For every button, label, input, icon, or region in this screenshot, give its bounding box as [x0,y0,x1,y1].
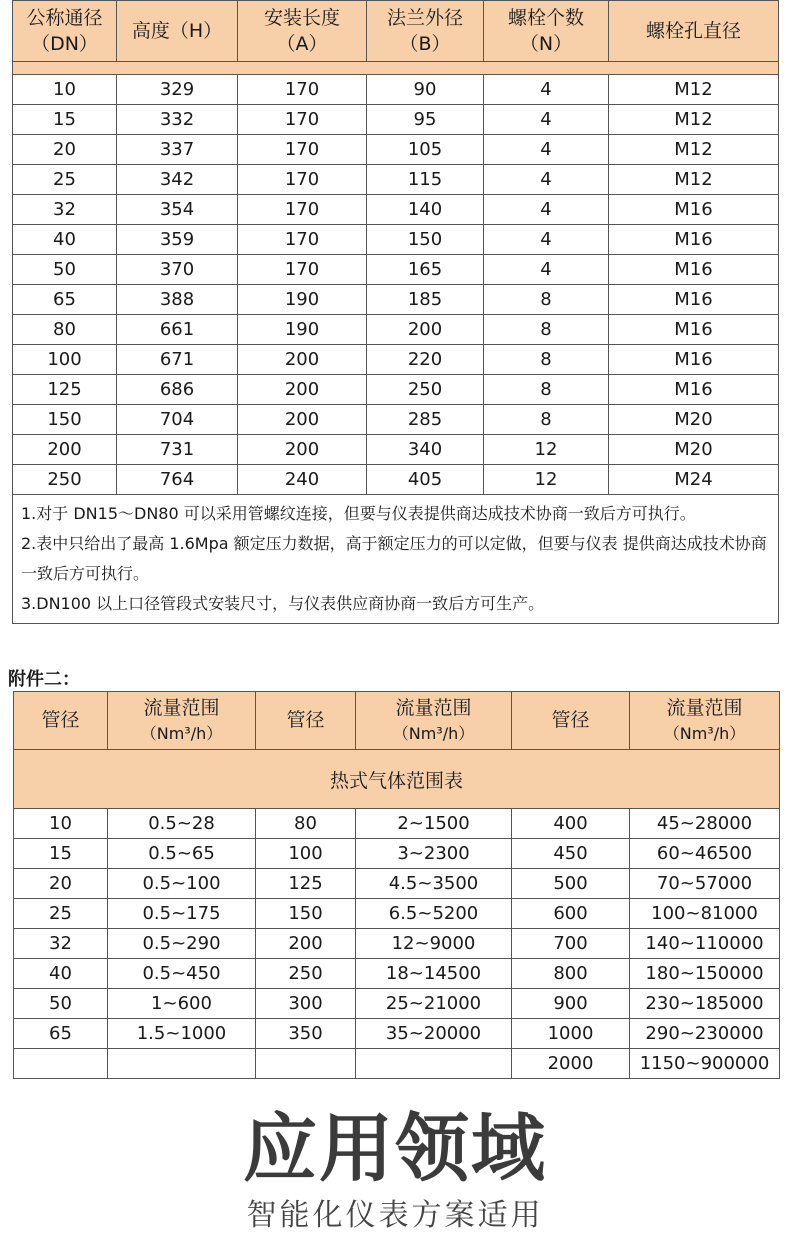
table-cell: 100 [256,839,356,869]
table-cell: 15 [14,839,108,869]
table-cell: 388 [117,285,238,315]
table-row [13,405,779,435]
table-cell: M16 [609,375,779,405]
table-cell: 0.5~450 [108,959,256,989]
table-row [14,809,780,839]
table-row [13,435,779,465]
table-cell: 200 [256,929,356,959]
header-bolt-count: 螺栓个数 （N） [484,1,609,62]
header-flow-range: 流量范围 （Nm³/h） [356,692,512,750]
table-header-row [13,1,779,62]
header-install-length: 安装长度 （A） [238,1,367,62]
table-cell: 8 [484,375,609,405]
table-cell: 12 [484,435,609,465]
table-cell: 170 [238,165,367,195]
table-cell: 240 [238,465,367,495]
table-cell: 0.5~28 [108,809,256,839]
table-cell: 15 [13,105,117,135]
table-cell: 25~21000 [356,989,512,1019]
table-cell: 65 [13,285,117,315]
table-cell: 40 [14,959,108,989]
table-cell: 185 [367,285,484,315]
table-cell: 350 [256,1019,356,1049]
table-cell: 4 [484,135,609,165]
notes-cell [13,495,779,624]
table-row [14,929,780,959]
table-row [13,225,779,255]
table-cell: 200 [238,345,367,375]
table-cell: 8 [484,345,609,375]
table-row [13,195,779,225]
table-cell: 10 [14,809,108,839]
table-cell: 165 [367,255,484,285]
table-cell: 80 [13,315,117,345]
table-cell: 80 [256,809,356,839]
table-cell: 250 [367,375,484,405]
annex-label: 附件二： [8,669,80,690]
table-cell: 342 [117,165,238,195]
table-cell: 731 [117,435,238,465]
table-cell: M16 [609,345,779,375]
table-cell: 405 [367,465,484,495]
table-cell: 170 [238,135,367,165]
table-cell: 65 [14,1019,108,1049]
table-cell: 4 [484,195,609,225]
table-row [13,105,779,135]
table-cell: 290~230000 [630,1019,780,1049]
table-cell: M12 [609,105,779,135]
table-cell: 329 [117,75,238,105]
table-row [13,315,779,345]
table-cell: 4 [484,75,609,105]
table-cell: 337 [117,135,238,165]
table-cell: 35~20000 [356,1019,512,1049]
table-cell: M16 [609,255,779,285]
table-cell: 150 [256,899,356,929]
table-cell: 4 [484,105,609,135]
table-cell: M16 [609,285,779,315]
table-title: 热式气体范围表 [14,750,780,809]
table-row [13,165,779,195]
table-row [13,465,779,495]
table-cell: 661 [117,315,238,345]
table-cell: 200 [238,375,367,405]
gas-range-table [13,691,780,1079]
table-cell: M20 [609,435,779,465]
table-row [14,1049,780,1079]
table-cell: M12 [609,75,779,105]
table-cell: 359 [117,225,238,255]
table-cell [356,1049,512,1079]
table-cell: 2~1500 [356,809,512,839]
table-row [14,989,780,1019]
table-cell: 1.5~1000 [108,1019,256,1049]
table-cell: 450 [512,839,630,869]
table-row [14,839,780,869]
table-row [14,869,780,899]
table-cell: M12 [609,135,779,165]
table-cell: 340 [367,435,484,465]
table-row [14,959,780,989]
table-cell: 900 [512,989,630,1019]
table-cell: 18~14500 [356,959,512,989]
header-flow-range: 流量范围 （Nm³/h） [108,692,256,750]
table-cell: 170 [238,75,367,105]
application-title: 应用领域 [243,1106,547,1192]
table-row [13,135,779,165]
table-header-row [14,692,780,750]
header-pipe-diameter: 管径 [512,692,630,750]
table-cell: 600 [512,899,630,929]
table-cell: 150 [13,405,117,435]
table-cell [108,1049,256,1079]
table-cell: 8 [484,285,609,315]
note-3: 3.DN100 以上口径管段式安装尺寸，与仪表供应商协商一致后方可生产。 [21,594,545,613]
table-cell: 250 [256,959,356,989]
table-cell: M12 [609,165,779,195]
table-cell: 90 [367,75,484,105]
table-cell: 2000 [512,1049,630,1079]
table-cell: 12 [484,465,609,495]
table-cell: 105 [367,135,484,165]
table-cell: 125 [256,869,356,899]
table-cell: 0.5~100 [108,869,256,899]
table-cell: 704 [117,405,238,435]
table-cell: 3~2300 [356,839,512,869]
note-1: 1.对于 DN15～DN80 可以采用管螺纹连接，但要与仪表提供商达成技术协商一致后方可执行。 [21,504,696,523]
table-row [13,255,779,285]
table-cell: 170 [238,195,367,225]
table-cell: 25 [14,899,108,929]
table-row [13,75,779,105]
table-cell: 1~600 [108,989,256,1019]
table-cell: 800 [512,959,630,989]
header-pipe-diameter: 管径 [14,692,108,750]
header-bolt-hole-diameter: 螺栓孔直径 [609,1,779,62]
table-top-strip [13,62,779,75]
table-cell: 686 [117,375,238,405]
table-cell: M16 [609,225,779,255]
table-cell: 0.5~290 [108,929,256,959]
application-subtitle: 智能化仪表方案适用 [246,1198,544,1233]
table-cell: 170 [238,105,367,135]
table-cell: 671 [117,345,238,375]
header-flow-range: 流量范围 （Nm³/h） [630,692,780,750]
table-cell: 4 [484,225,609,255]
table-cell: 285 [367,405,484,435]
table-cell: 40 [13,225,117,255]
note-2: 2.表中只给出了最高 1.6Mpa 额定压力数据，高于额定压力的可以定做，但要与仪表 提供商达成技术协商一致后方可执行。 [21,534,767,583]
header-nominal-diameter: 公称通径 （DN） [13,1,117,62]
dimensions-table [12,0,779,624]
table-cell: 10 [13,75,117,105]
table-cell: M24 [609,465,779,495]
table-cell: 140~110000 [630,929,780,959]
table-cell: 170 [238,255,367,285]
table-row [13,375,779,405]
table-cell: 500 [512,869,630,899]
table-cell: 8 [484,405,609,435]
table-row [13,285,779,315]
table-cell: 4 [484,165,609,195]
table-cell: 12~9000 [356,929,512,959]
table-cell: M16 [609,195,779,225]
table-row [14,1019,780,1049]
table-cell: 25 [13,165,117,195]
table-cell: 170 [238,225,367,255]
table-cell: 1000 [512,1019,630,1049]
table-cell: 200 [13,435,117,465]
table-cell: 700 [512,929,630,959]
table-cell: 0.5~175 [108,899,256,929]
table-cell: 70~57000 [630,869,780,899]
table-cell: 8 [484,315,609,345]
table-cell: 50 [14,989,108,1019]
header-height: 高度（H） [117,1,238,62]
table-cell: 764 [117,465,238,495]
table-cell: 20 [13,135,117,165]
table-cell: 150 [367,225,484,255]
table-cell: 190 [238,285,367,315]
table-cell: 0.5~65 [108,839,256,869]
table-cell [256,1049,356,1079]
table-cell: 200 [238,435,367,465]
table-cell: 4 [484,255,609,285]
table-cell: 6.5~5200 [356,899,512,929]
header-flange-od: 法兰外径 （B） [367,1,484,62]
table-cell: 140 [367,195,484,225]
header-pipe-diameter: 管径 [256,692,356,750]
table-cell: 190 [238,315,367,345]
table-cell: 180~150000 [630,959,780,989]
table-cell: 115 [367,165,484,195]
table-cell: 370 [117,255,238,285]
table-cell: 300 [256,989,356,1019]
table-cell [14,1049,108,1079]
table-cell: 32 [14,929,108,959]
table-cell: 1150~900000 [630,1049,780,1079]
table-cell: M16 [609,315,779,345]
table-cell: 125 [13,375,117,405]
table-cell: 200 [238,405,367,435]
table-cell: 4.5~3500 [356,869,512,899]
table-cell: M20 [609,405,779,435]
table-cell: 50 [13,255,117,285]
table-cell: 60~46500 [630,839,780,869]
table-row [14,899,780,929]
table-cell: 95 [367,105,484,135]
table-cell: 332 [117,105,238,135]
table-cell: 220 [367,345,484,375]
table-cell: 20 [14,869,108,899]
table-cell: 32 [13,195,117,225]
table-cell: 400 [512,809,630,839]
table-cell: 354 [117,195,238,225]
table-cell: 250 [13,465,117,495]
table-cell: 100 [13,345,117,375]
table-cell: 100~81000 [630,899,780,929]
table-cell: 200 [367,315,484,345]
table-cell: 45~28000 [630,809,780,839]
table-cell: 230~185000 [630,989,780,1019]
table-row [13,345,779,375]
